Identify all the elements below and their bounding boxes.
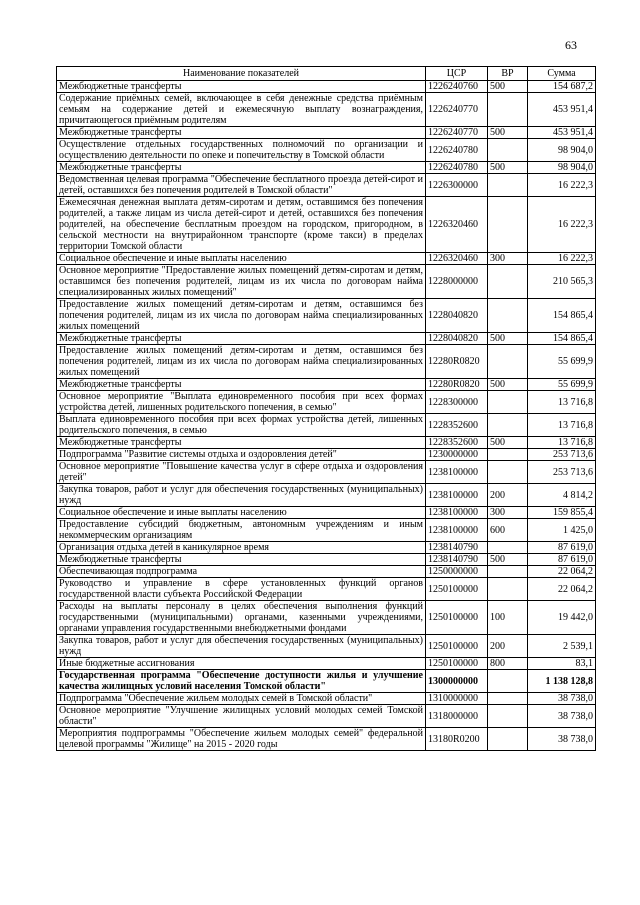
cell-sum: 87 619,0 xyxy=(528,554,596,566)
cell-vr xyxy=(488,728,528,751)
cell-vr xyxy=(488,705,528,728)
cell-csr: 1318000000 xyxy=(426,705,488,728)
cell-sum: 13 716,8 xyxy=(528,391,596,414)
table-row xyxy=(57,449,596,461)
cell-csr: 1250100000 xyxy=(426,601,488,635)
cell-csr: 12280R0820 xyxy=(426,379,488,391)
cell-name: Расходы на выплаты персоналу в целях обеспечения выполнения функций государственными (муниципальными) органами, казенными учреждениями, органами управления государственными внебюджетными фондами xyxy=(57,601,426,635)
cell-sum: 22 064,2 xyxy=(528,578,596,601)
cell-csr: 1238140790 xyxy=(426,554,488,566)
column-header-vr: ВР xyxy=(488,67,528,81)
cell-csr: 1250100000 xyxy=(426,635,488,658)
table-row xyxy=(57,635,596,658)
cell-sum: 1 138 128,8 xyxy=(528,670,596,693)
cell-vr: 500 xyxy=(488,554,528,566)
cell-name: Межбюджетные трансферты xyxy=(57,554,426,566)
cell-name: Межбюджетные трансферты xyxy=(57,333,426,345)
cell-vr: 200 xyxy=(488,635,528,658)
cell-vr: 600 xyxy=(488,519,528,542)
cell-vr xyxy=(488,139,528,162)
cell-csr: 1228352600 xyxy=(426,437,488,449)
cell-csr: 1226320460 xyxy=(426,197,488,253)
cell-name: Государственная программа "Обеспечение доступности жилья и улучшение качества жилищных условий населения Томской области" xyxy=(57,670,426,693)
cell-name: Межбюджетные трансферты xyxy=(57,379,426,391)
cell-sum: 55 699,9 xyxy=(528,379,596,391)
cell-vr: 500 xyxy=(488,437,528,449)
table-row xyxy=(57,414,596,437)
cell-sum: 22 064,2 xyxy=(528,566,596,578)
cell-name: Закупка товаров, работ и услуг для обеспечения государственных (муниципальных) нужд xyxy=(57,635,426,658)
cell-sum: 159 855,4 xyxy=(528,507,596,519)
cell-csr: 1226240770 xyxy=(426,93,488,127)
cell-name: Межбюджетные трансферты xyxy=(57,81,426,93)
table-row xyxy=(57,705,596,728)
table-row xyxy=(57,127,596,139)
cell-name: Предоставление жилых помещений детям-сиротам и детям, оставшимся без попечения родителей, лицам из их числа по договорам найма специализированных жилых помещений xyxy=(57,299,426,333)
table-row xyxy=(57,265,596,299)
table-row xyxy=(57,670,596,693)
cell-name: Мероприятия подпрограммы "Обеспечение жильем молодых семей" федеральной целевой программы "Жилище" на 2015 - 2020 годы xyxy=(57,728,426,751)
cell-sum: 2 539,1 xyxy=(528,635,596,658)
cell-vr xyxy=(488,461,528,484)
cell-csr: 1226240780 xyxy=(426,162,488,174)
cell-vr: 100 xyxy=(488,601,528,635)
cell-csr: 1228000000 xyxy=(426,265,488,299)
cell-csr: 1226240780 xyxy=(426,139,488,162)
table-row xyxy=(57,601,596,635)
cell-vr xyxy=(488,174,528,197)
cell-csr: 1226320460 xyxy=(426,253,488,265)
cell-csr: 1238140790 xyxy=(426,542,488,554)
column-header-name: Наименование показателей xyxy=(57,67,426,81)
table-row xyxy=(57,728,596,751)
cell-name: Межбюджетные трансферты xyxy=(57,127,426,139)
table-row xyxy=(57,299,596,333)
cell-vr: 500 xyxy=(488,379,528,391)
table-header-row xyxy=(57,67,596,81)
cell-csr: 1238100000 xyxy=(426,507,488,519)
cell-sum: 253 713,6 xyxy=(528,449,596,461)
cell-csr: 1228040820 xyxy=(426,299,488,333)
cell-sum: 210 565,3 xyxy=(528,265,596,299)
cell-csr: 1228040820 xyxy=(426,333,488,345)
cell-sum: 154 865,4 xyxy=(528,299,596,333)
table-row xyxy=(57,519,596,542)
table-row xyxy=(57,542,596,554)
cell-vr xyxy=(488,391,528,414)
budget-table xyxy=(56,66,596,751)
cell-sum: 1 425,0 xyxy=(528,519,596,542)
cell-vr: 800 xyxy=(488,658,528,670)
table-row xyxy=(57,345,596,379)
cell-name: Закупка товаров, работ и услуг для обеспечения государственных (муниципальных) нужд xyxy=(57,484,426,507)
cell-sum: 16 222,3 xyxy=(528,174,596,197)
table-body xyxy=(57,81,596,751)
cell-vr xyxy=(488,542,528,554)
cell-name: Основное мероприятие "Предоставление жилых помещений детям-сиротам и детям, оставшимся без попечения родителей, лицам из их числа по договорам найма специализированных жилых помещений" xyxy=(57,265,426,299)
cell-name: Иные бюджетные ассигнования xyxy=(57,658,426,670)
cell-vr: 500 xyxy=(488,333,528,345)
cell-vr: 300 xyxy=(488,507,528,519)
table-row xyxy=(57,391,596,414)
cell-sum: 98 904,0 xyxy=(528,162,596,174)
cell-sum: 16 222,3 xyxy=(528,197,596,253)
cell-sum: 13 716,8 xyxy=(528,414,596,437)
cell-name: Межбюджетные трансферты xyxy=(57,437,426,449)
cell-name: Обеспечивающая подпрограмма xyxy=(57,566,426,578)
cell-sum: 19 442,0 xyxy=(528,601,596,635)
cell-name: Выплата единовременного пособия при всех формах устройства детей, лишенных родительского попечения, в семью xyxy=(57,414,426,437)
table-row xyxy=(57,461,596,484)
cell-sum: 16 222,3 xyxy=(528,253,596,265)
cell-csr: 1228352600 xyxy=(426,414,488,437)
cell-vr xyxy=(488,670,528,693)
cell-vr xyxy=(488,693,528,705)
cell-name: Содержание приёмных семей, включающее в себя денежные средства приёмным семьям на содержание детей и ежемесячную выплату вознаграждения, причитающегося приёмным родителям xyxy=(57,93,426,127)
cell-csr: 1250100000 xyxy=(426,658,488,670)
cell-csr: 1226240760 xyxy=(426,81,488,93)
cell-name: Предоставление субсидий бюджетным, автономным учреждениям и иным некоммерческим организациям xyxy=(57,519,426,542)
cell-csr: 1250000000 xyxy=(426,566,488,578)
cell-name: Межбюджетные трансферты xyxy=(57,162,426,174)
cell-sum: 4 814,2 xyxy=(528,484,596,507)
cell-csr: 1238100000 xyxy=(426,519,488,542)
table-row xyxy=(57,253,596,265)
table-row xyxy=(57,437,596,449)
cell-vr: 500 xyxy=(488,162,528,174)
table-row xyxy=(57,507,596,519)
cell-name: Подпрограмма "Развитие системы отдыха и оздоровления детей" xyxy=(57,449,426,461)
table-row xyxy=(57,197,596,253)
table-row xyxy=(57,81,596,93)
table-row xyxy=(57,578,596,601)
cell-name: Осуществление отдельных государственных полномочий по организации и осуществлению деятельности по опеке и попечительству в Томской области xyxy=(57,139,426,162)
cell-csr: 1238100000 xyxy=(426,461,488,484)
cell-sum: 55 699,9 xyxy=(528,345,596,379)
cell-vr xyxy=(488,265,528,299)
cell-sum: 38 738,0 xyxy=(528,705,596,728)
cell-name: Ежемесячная денежная выплата детям-сиротам и детям, оставшимся без попечения родителей, а также лицам из числа детей-сирот и детей, оставшихся без попечения родителей, на обеспечение бесплатным проездом на городском, пригородном, в сельской местности на внутрирайонном транспорте (кроме такси) в пределах территории Томской области xyxy=(57,197,426,253)
column-header-csr: ЦСР xyxy=(426,67,488,81)
page-number: 63 xyxy=(565,38,577,52)
cell-vr xyxy=(488,449,528,461)
table-row xyxy=(57,693,596,705)
cell-sum: 38 738,0 xyxy=(528,693,596,705)
cell-name: Социальное обеспечение и иные выплаты населению xyxy=(57,253,426,265)
table-row xyxy=(57,658,596,670)
cell-sum: 38 738,0 xyxy=(528,728,596,751)
cell-vr xyxy=(488,93,528,127)
cell-sum: 83,1 xyxy=(528,658,596,670)
cell-sum: 253 713,6 xyxy=(528,461,596,484)
cell-sum: 453 951,4 xyxy=(528,93,596,127)
cell-name: Основное мероприятие "Повышение качества услуг в сфере отдыха и оздоровления детей" xyxy=(57,461,426,484)
table-row xyxy=(57,174,596,197)
cell-csr: 1238100000 xyxy=(426,484,488,507)
cell-name: Социальное обеспечение и иные выплаты населению xyxy=(57,507,426,519)
cell-vr xyxy=(488,345,528,379)
cell-csr: 1226300000 xyxy=(426,174,488,197)
cell-vr xyxy=(488,566,528,578)
table-row xyxy=(57,139,596,162)
table-row xyxy=(57,333,596,345)
cell-csr: 1250100000 xyxy=(426,578,488,601)
cell-vr: 200 xyxy=(488,484,528,507)
cell-sum: 98 904,0 xyxy=(528,139,596,162)
table-row xyxy=(57,566,596,578)
cell-vr xyxy=(488,414,528,437)
cell-sum: 154 865,4 xyxy=(528,333,596,345)
cell-name: Ведомственная целевая программа "Обеспечение бесплатного проезда детей-сирот и детей, оставшихся без попечения родителей в Томской области" xyxy=(57,174,426,197)
cell-csr: 1228300000 xyxy=(426,391,488,414)
cell-name: Организация отдыха детей в каникулярное время xyxy=(57,542,426,554)
cell-name: Подпрограмма "Обеспечение жильем молодых семей в Томской области" xyxy=(57,693,426,705)
cell-name: Предоставление жилых помещений детям-сиротам и детям, оставшимся без попечения родителей, лицам из их числа по договорам найма специализированных жилых помещений xyxy=(57,345,426,379)
table-row xyxy=(57,554,596,566)
cell-sum: 87 619,0 xyxy=(528,542,596,554)
cell-name: Основное мероприятие "Выплата единовременного пособия при всех формах устройства детей, лишенных родительского попечения, в семью" xyxy=(57,391,426,414)
table-row xyxy=(57,162,596,174)
column-header-sum: Сумма xyxy=(528,67,596,81)
cell-vr xyxy=(488,299,528,333)
cell-csr: 1300000000 xyxy=(426,670,488,693)
cell-sum: 453 951,4 xyxy=(528,127,596,139)
cell-vr xyxy=(488,578,528,601)
cell-name: Основное мероприятие "Улучшение жилищных условий молодых семей Томской области" xyxy=(57,705,426,728)
cell-name: Руководство и управление в сфере установленных функций органов государственной власти субъекта Российской Федерации xyxy=(57,578,426,601)
cell-vr: 500 xyxy=(488,127,528,139)
cell-csr: 13180R0200 xyxy=(426,728,488,751)
cell-vr: 300 xyxy=(488,253,528,265)
table-row xyxy=(57,379,596,391)
cell-vr xyxy=(488,197,528,253)
cell-vr: 500 xyxy=(488,81,528,93)
table-row xyxy=(57,484,596,507)
cell-csr: 1230000000 xyxy=(426,449,488,461)
cell-csr: 12280R0820 xyxy=(426,345,488,379)
cell-sum: 154 687,2 xyxy=(528,81,596,93)
cell-csr: 1226240770 xyxy=(426,127,488,139)
cell-sum: 13 716,8 xyxy=(528,437,596,449)
table-row xyxy=(57,93,596,127)
cell-csr: 1310000000 xyxy=(426,693,488,705)
